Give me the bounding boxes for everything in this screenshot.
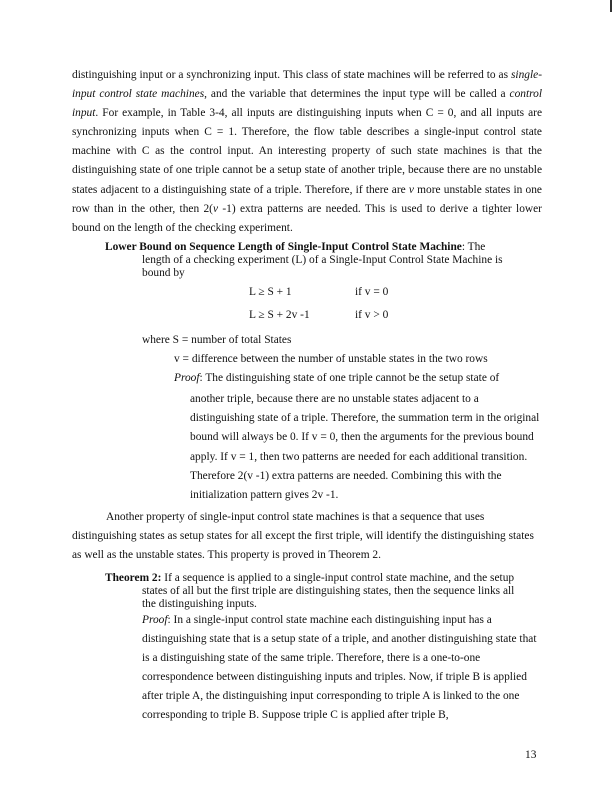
proof-2-label: Proof: [142, 614, 168, 626]
where-clause-v: v = difference between the number of unstable states in the two rows: [174, 353, 488, 365]
theorem-2-line-3: the distinguishing inputs.: [142, 598, 257, 610]
theorem-2-line-1: Theorem 2: If a sequence is applied to a single-input control state machine, and the setup: [105, 572, 515, 584]
theorem-2-label: Theorem 2:: [105, 572, 162, 584]
lower-bound-heading-line: Lower Bound on Sequence Length of Single-Input Control State Machine: The: [105, 241, 486, 253]
where-clause-s: where S = number of total States: [142, 334, 292, 346]
page-number: 13: [525, 749, 537, 761]
body-paragraph-1: distinguishing input or a synchronizing input. This class of state machines will be referred to as single-input control state machines, and the variable that determines the input type will be called a control input. For example, in Table 3-4, all inputs are distinguishing inputs when C = 0, and all inputs are synchronizing inputs when C = 1. Therefore, the flow table describes a single-input control state machine with C as the control input. An interesting property of such state machines is that the distinguishing state of one triple cannot be a setup state of another triple, because there are no unstable states adjacent to a distinguishing state of a triple. Therefore, if there are v more unstable states in one row than in the other, then 2(v -1) extra patterns are needed. This is used to derive a tighter lower bound on the length of the checking experiment.: [72, 69, 543, 234]
lower-bound-statement: [105, 241, 545, 280]
theorem-2-line-2: states of all but the first triple are distinguishing states, then the sequence links all: [142, 585, 515, 597]
lower-bound-line-3: bound by: [142, 267, 185, 279]
equation-1-lhs: L ≥ S + 1: [249, 286, 292, 298]
lower-bound-heading: Lower Bound on Sequence Length of Single-Input Control State Machine: [105, 241, 462, 253]
proof-1-body: another triple, because there are no unstable states adjacent to a distinguishing state of a triple. Therefore, the summation term in the original bound will always be 0. If v = 0, then the arguments for the previous bound apply. If v = 1, then two patterns are needed for each additional transition. Therefore 2(v -1) extra patterns are needed. Combining this with the initialization pattern gives 2v -1.: [190, 393, 540, 502]
equation-2-condition: if v > 0: [355, 309, 389, 321]
proof-1-first-line: Proof: The distinguishing state of one triple cannot be the setup state of: [174, 372, 500, 384]
proof-1-label: Proof: [174, 372, 200, 384]
theorem-2-proof: Proof: In a single-input control state machine each distinguishing input has a distinguishing state that is a setup state of a triple, and another distinguishing state that is a distinguishing state of the same triple. Therefore, there is a one-to-one correspondence between distinguishing inputs and triples. Now, if triple B is applied after triple A, the distinguishing input corresponding to triple A is linked to the one corresponding to triple B. Suppose triple C is applied after triple B,: [142, 614, 537, 722]
body-paragraph-2: Another property of single-input control state machines is that a sequence that uses distinguishing states as setup states for all except the first triple, will identify the distinguishing states as well as the unstable states. This property is proved in Theorem 2.: [72, 511, 534, 562]
theorem-2-statement: [105, 572, 542, 611]
equation-1-condition: if v = 0: [355, 286, 389, 298]
equation-2-lhs: L ≥ S + 2v -1: [249, 309, 310, 321]
lower-bound-line-2: length of a checking experiment (L) of a Single-Input Control State Machine is: [142, 254, 503, 266]
